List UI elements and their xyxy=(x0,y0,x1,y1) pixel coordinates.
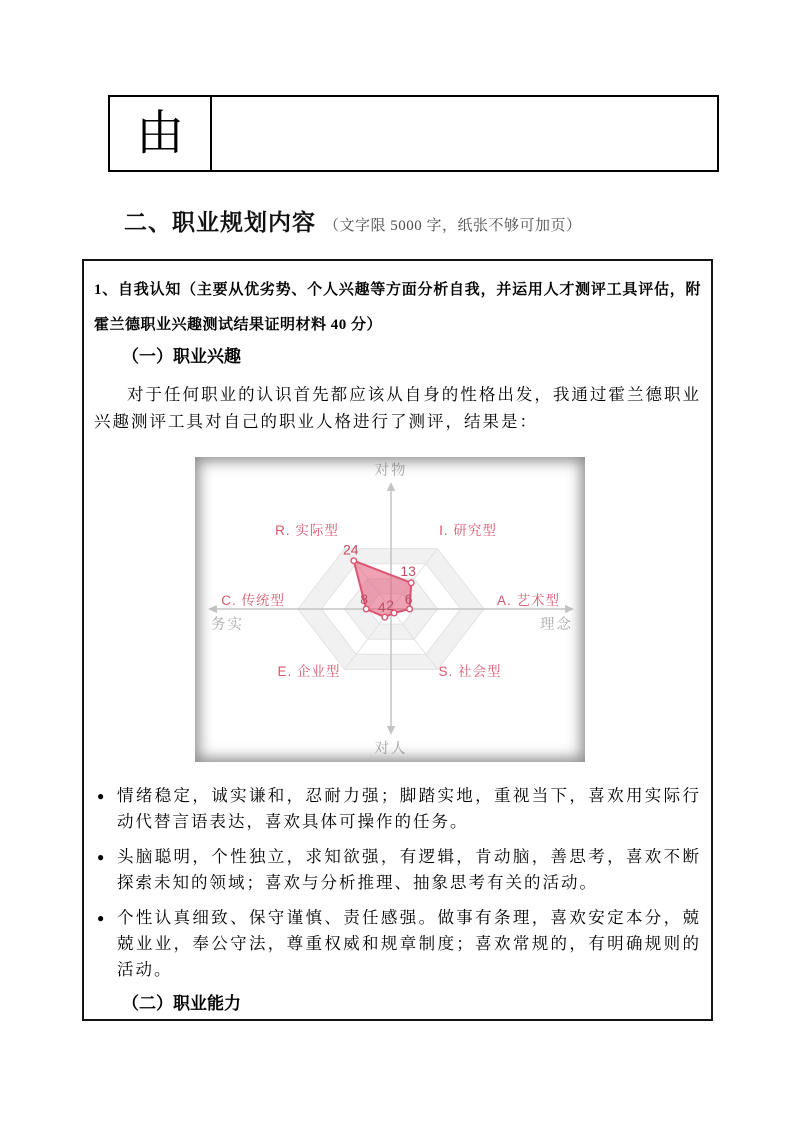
data-point-marker xyxy=(363,606,369,612)
chart-label: E. 企业型 xyxy=(277,664,341,679)
form-table-label: 由 xyxy=(135,106,184,160)
data-point-marker xyxy=(407,606,413,612)
list-item xyxy=(97,905,701,983)
section-heading-title: 二、职业规划内容 xyxy=(124,209,316,235)
chart-label: 4 xyxy=(377,599,386,616)
content-box xyxy=(82,259,713,1021)
chart-label: 13 xyxy=(400,562,416,579)
chart-label: 2 xyxy=(386,597,394,614)
bullet-icon: ● xyxy=(97,850,105,864)
chart-label: 理念 xyxy=(540,617,573,633)
list-item xyxy=(97,783,701,835)
holland-radar-chart xyxy=(195,457,585,762)
list-item xyxy=(97,844,701,896)
chart-label: 6 xyxy=(404,591,413,607)
arrow-down-icon xyxy=(387,726,395,735)
intro-paragraph: 对于任何职业的认识首先都应该从自身的性格出发，我通过霍兰德职业兴趣测评工具对自己的职业人格进行了测评，结果是： xyxy=(94,385,701,431)
data-point-marker xyxy=(351,558,357,564)
form-table-empty-cell xyxy=(212,97,717,170)
chart-label: 对物 xyxy=(374,463,408,479)
subsection-1-title: （一）职业兴趣 xyxy=(122,347,241,366)
section-heading-note: （文字限 5000 字，纸张不够可加页） xyxy=(324,218,582,234)
form-table-label-cell xyxy=(110,97,212,170)
chart-label: R. 实际型 xyxy=(275,523,339,538)
data-point-marker xyxy=(382,614,388,620)
bullet-text: 情绪稳定，诚实谦和，忍耐力强；脚踏实地，重视当下，喜欢用实际行动代替言语表达，喜欢具体可操作的任务。 xyxy=(117,786,701,831)
bullet-text: 个性认真细致、保守谨慎、责任感强。做事有条理，喜欢安定本分，兢兢业业，奉公守法，尊重权威和规章制度；喜欢常规的，有明确规则的活动。 xyxy=(117,908,701,979)
chart-label: A. 艺术型 xyxy=(497,593,561,608)
item-title: 1、自我认知（主要从优劣势、个人兴趣等方面分析自我，并运用人才测评工具评估，附霍兰德职业兴趣测试结果证明材料 40 分） xyxy=(94,282,701,333)
arrow-right-icon xyxy=(565,605,574,613)
bullet-text: 头脑聪明，个性独立，求知欲强，有逻辑，肯动脑，善思考，喜欢不断探索未知的领域；喜欢与分析推理、抽象思考有关的活动。 xyxy=(117,847,701,892)
arrow-left-icon xyxy=(208,605,217,613)
radar-svg xyxy=(195,457,585,762)
subsection-2-title: （二）职业能力 xyxy=(122,994,241,1013)
bullet-icon: ● xyxy=(97,911,105,925)
data-point-marker xyxy=(408,580,414,586)
arrow-up-icon xyxy=(387,482,395,491)
section-heading xyxy=(124,204,582,237)
chart-label: 8 xyxy=(360,591,369,607)
bullet-icon: ● xyxy=(97,789,105,803)
chart-label: I. 研究型 xyxy=(439,523,497,538)
chart-label: 24 xyxy=(343,541,359,558)
chart-label: 对人 xyxy=(374,741,408,757)
chart-label: 务实 xyxy=(211,617,244,633)
trait-bullet-list xyxy=(97,783,701,983)
form-table xyxy=(108,95,719,172)
chart-label: C. 传统型 xyxy=(221,593,285,608)
chart-label: S. 社会型 xyxy=(438,664,502,679)
